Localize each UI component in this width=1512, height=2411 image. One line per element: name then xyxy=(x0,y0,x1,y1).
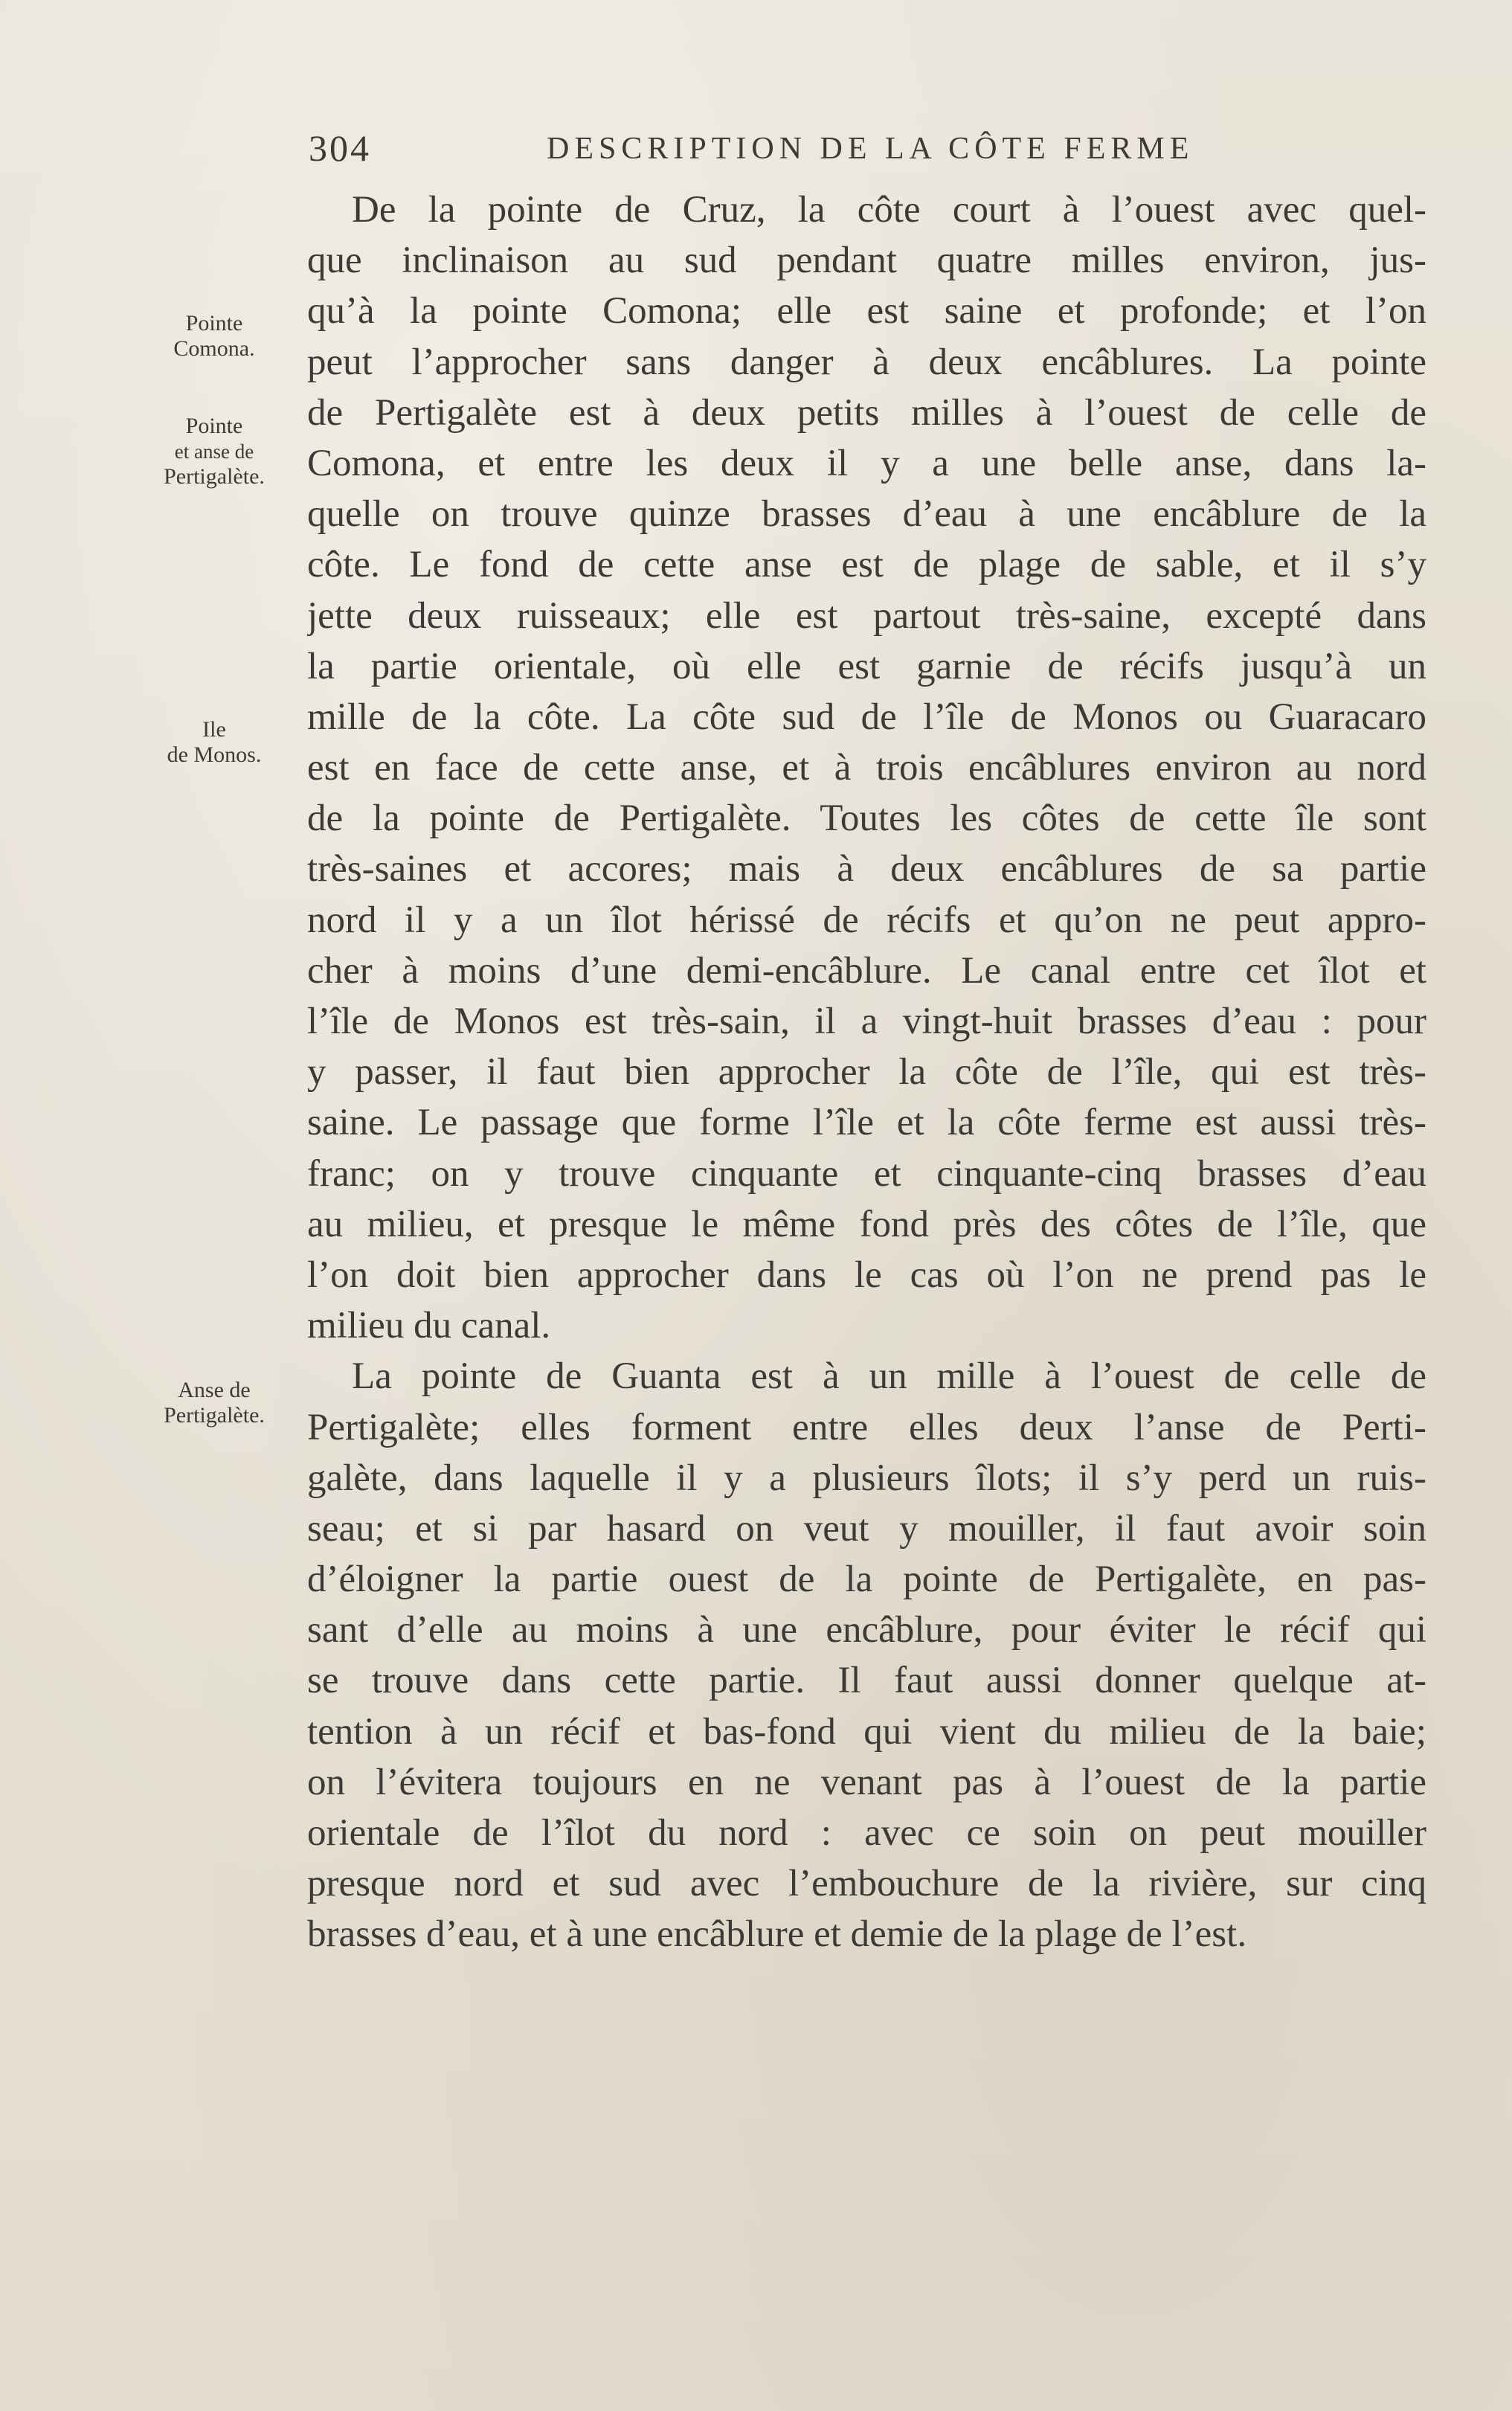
running-title: DESCRIPTION DE LA CÔTE FERME xyxy=(547,132,1194,166)
text-line: au milieu, et presque le même fond près des côtes de l’île, que xyxy=(307,1203,1426,1245)
text-line: saine. Le passage que forme l’île et la côte ferme est aussi très- xyxy=(307,1102,1426,1144)
text-line: cher à moins d’une demi-encâblure. Le canal entre cet îlot et xyxy=(307,949,1426,992)
text-line: franc; on y trouve cinquante et cinquante-cinq brasses d’eau xyxy=(307,1152,1426,1195)
text-line: quelle on trouve quinze brasses d’eau à une encâblure de la xyxy=(307,493,1426,536)
text-line: de la pointe de Pertigalète. Toutes les côtes de cette île sont xyxy=(307,797,1426,840)
text-line: l’on doit bien approcher dans le cas où l’on ne prend pas le xyxy=(307,1253,1426,1296)
margin-note-line: Pointe xyxy=(185,311,243,336)
body-text xyxy=(307,184,1426,1960)
margin-note-line: et anse de xyxy=(174,440,254,463)
text-line: galète, dans laquelle il y a plusieurs îlots; il s’y perd un ruis- xyxy=(307,1457,1426,1499)
text-line: très-saines et accores; mais à deux encâblures de sa partie xyxy=(307,848,1426,890)
paragraph xyxy=(307,184,1426,1351)
text-line: on l’évitera toujours en ne venant pas à l’ouest de la partie xyxy=(307,1761,1426,1803)
paragraph xyxy=(307,1351,1426,1959)
text-line: Pertigalète; elles forment entre elles deux l’anse de Perti- xyxy=(307,1406,1426,1448)
margin-note-line: Ile xyxy=(202,717,226,742)
text-line: côte. Le fond de cette anse est de plage de sable, et il s’y xyxy=(307,544,1426,586)
text-line: qu’à la pointe Comona; elle est saine et profonde; et l’on xyxy=(307,290,1426,333)
margin-note-line: Pertigalète. xyxy=(164,1403,265,1428)
text-line: presque nord et sud avec l’embouchure de la rivière, sur cinq xyxy=(307,1863,1426,1905)
page-header xyxy=(309,126,1439,179)
text-line: De la pointe de Cruz, la côte court à l’ouest avec quel- xyxy=(352,189,1426,231)
page-number: 304 xyxy=(309,127,371,169)
text-line: d’éloigner la partie ouest de la pointe de Pertigalète, en pas- xyxy=(307,1558,1426,1601)
text-line: peut l’approcher sans danger à deux encâblures. La pointe xyxy=(307,341,1426,383)
text-line: sant d’elle au moins à une encâblure, pour éviter le récif qui xyxy=(307,1609,1426,1651)
text-line: est en face de cette anse, et à trois encâblures environ au nord xyxy=(307,747,1426,789)
margin-note-pointe-comona xyxy=(132,311,296,362)
margin-note-line: Comona. xyxy=(173,336,255,361)
text-line: orientale de l’îlot du nord : avec ce soin on peut mouiller xyxy=(307,1812,1426,1854)
margin-note-line: Anse de xyxy=(178,1378,251,1402)
text-line: l’île de Monos est très-sain, il a vingt-huit brasses d’eau : pour xyxy=(307,1001,1426,1042)
text-line: y passer, il faut bien approcher la côte de l’île, qui est très- xyxy=(307,1051,1426,1094)
text-line: tention à un récif et bas-fond qui vient du milieu de la baie; xyxy=(307,1710,1426,1753)
margin-note-ile-de-monos xyxy=(132,717,296,768)
text-line: nord il y a un îlot hérissé de récifs et qu’on ne peut appro- xyxy=(307,899,1426,941)
text-line: seau; et si par hasard on veut y mouiller, il faut avoir soin xyxy=(307,1507,1426,1550)
text-line: se trouve dans cette partie. Il faut aussi donner quelque at- xyxy=(307,1660,1426,1702)
margin-note-line: Pertigalète. xyxy=(164,464,265,489)
text-line: mille de la côte. La côte sud de l’île de Monos ou Guaracaro xyxy=(307,696,1426,738)
text-line: brasses d’eau, et à une encâblure et demie de la plage de l’est. xyxy=(307,1913,1247,1956)
margin-note-pointe-pertigalete xyxy=(132,414,296,489)
text-line: Comona, et entre les deux il y a une belle anse, dans la- xyxy=(307,442,1426,484)
text-line: que inclinaison au sud pendant quatre milles environ, jus- xyxy=(307,240,1426,282)
text-line: la partie orientale, où elle est garnie de récifs jusqu’à un xyxy=(307,645,1426,687)
text-line: milieu du canal. xyxy=(307,1305,551,1347)
margin-note-anse-de-pertigalete xyxy=(132,1378,296,1428)
text-line: jette deux ruisseaux; elle est partout très-saine, excepté dans xyxy=(307,594,1426,637)
text-line: La pointe de Guanta est à un mille à l’ouest de celle de xyxy=(352,1355,1426,1398)
margin-note-line: Pointe xyxy=(185,414,243,438)
text-line: de Pertigalète est à deux petits milles à l’ouest de celle de xyxy=(307,391,1426,434)
margin-note-line: de Monos. xyxy=(167,742,262,767)
